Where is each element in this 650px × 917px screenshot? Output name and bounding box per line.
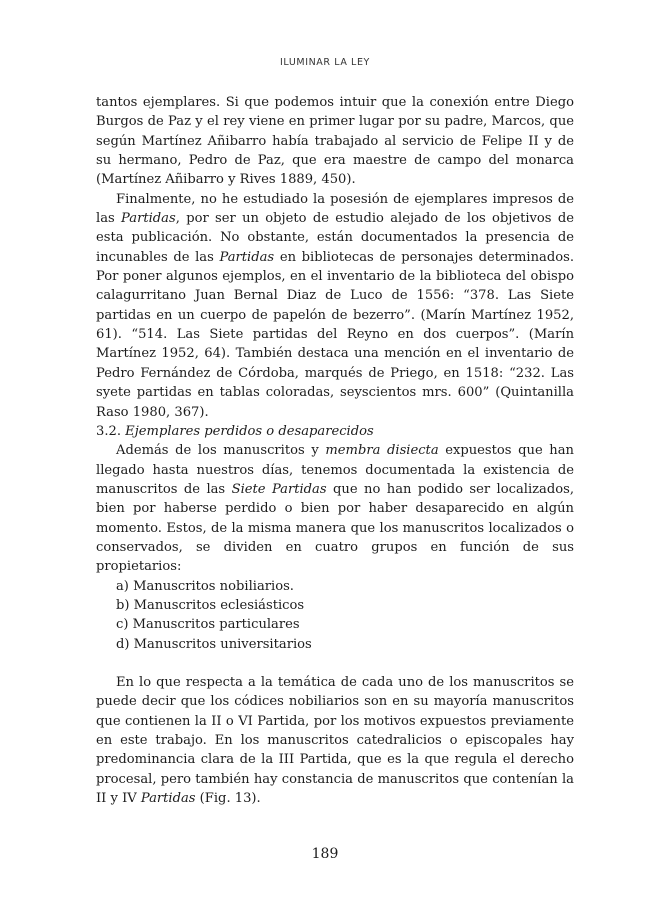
- paragraph-4: En lo que respecta a la temática de cada uno de los manuscritos se puede decir que los códices nobiliarios son en su mayoría manuscritos que contienen la II o VI Partida, por los motivos expuestos previamente en este trabajo. En los manuscritos catedralicios o episcopales hay predominancia clara de la III Partida, que es la que regula el derecho procesal, pero también hay constancia de manuscritos que contenían la II y IV Partidas (Fig. 13).: [96, 674, 574, 807]
- paragraph-2: Finalmente, no he estudiado la posesión de ejemplares impresos de las Partidas, por ser un objeto de estudio alejado de los objetivos de esta publicación. No obstante, están documentados la presencia de incunables de las Partidas en bibliotecas de personajes determinados. Por poner algunos ejemplos, en el inventario de la biblioteca del obispo calagurritano Juan Bernal Diaz de Luco de 1556: “378. Las Siete partidas en un cuerpo de papelón de bezerro”. (Marín Martínez 1952, 61). “514. Las Siete partidas del Reyno en dos cuerpos”. (Marín Martínez 1952, 64). También destaca una mención en el inventario de Pedro Fernández de Córdoba, marqués de Priego, en 1518: “232. Las syete partidas en tablas coloradas, seyscientos mrs. 600” (Quintanilla Raso 1980, 367).: [96, 191, 574, 420]
- paragraph-3: Además de los manuscritos y membra disiecta expuestos que han llegado hasta nuestros días, tenemos documentada la existencia de manuscritos de las Siete Partidas que no han podido ser localizados, bien por haberse perdido o bien por haber desaparecido en algún momento. Estos, de la misma manera que los manuscritos localizados o conservados, se dividen en cuatro grupos en función de sus propietarios:: [96, 443, 574, 575]
- list-item: d) Manuscritos universitarios: [116, 636, 312, 652]
- paragraph-1: tantos ejemplares. Si que podemos intuir que la conexión entre Diego Burgos de Paz y el rey viene en primer lugar por su padre, Marcos, que según Martínez Añibarro había trabajado al servicio de Felipe II y de su hermano, Pedro de Paz, que era maestre de campo del monarca (Martínez Añibarro y Rives 1889, 450).: [96, 95, 574, 188]
- body-text: [96, 93, 574, 808]
- list-item: b) Manuscritos eclesiásticos: [116, 597, 305, 613]
- propietarios-list: [96, 577, 574, 654]
- running-head: ILUMINAR LA LEY: [280, 57, 370, 68]
- page-number: 189: [311, 846, 339, 862]
- list-item: a) Manuscritos nobiliarios.: [116, 578, 294, 594]
- section-heading: 3.2. Ejemplares perdidos o desaparecidos: [96, 423, 374, 439]
- list-item: c) Manuscritos particulares: [116, 617, 300, 633]
